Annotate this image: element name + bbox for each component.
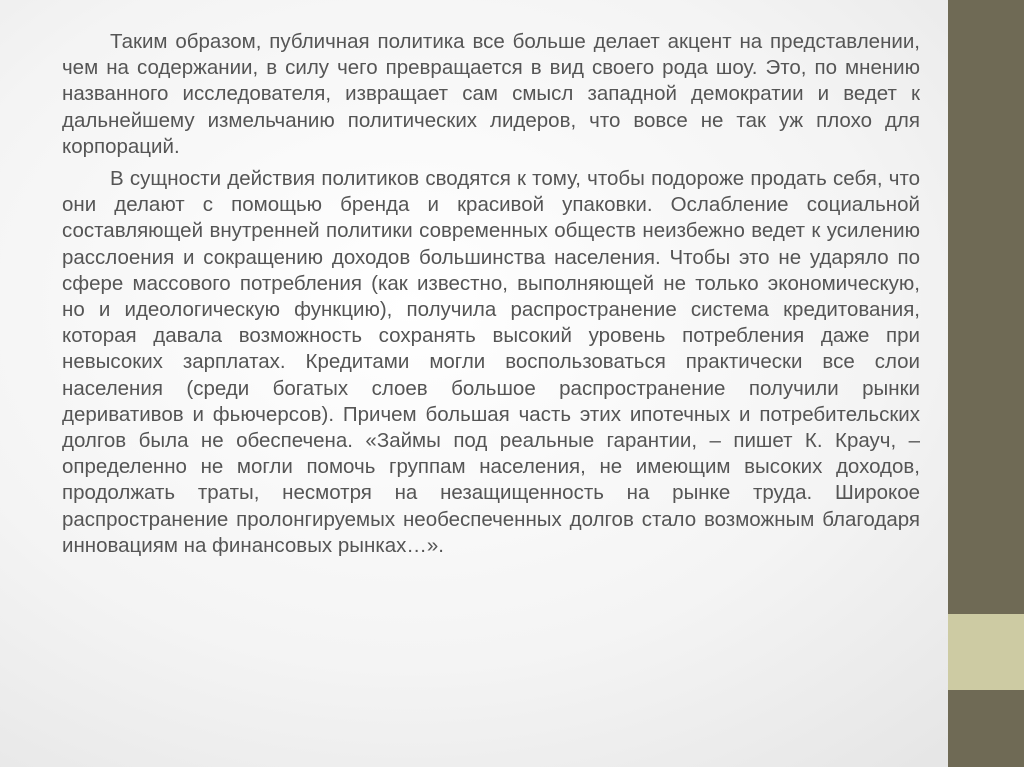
- text-block: [62, 29, 920, 565]
- paragraph-1: Таким образом, публичная политика все больше делает акцент на представлении, чем на содержании, в силу чего превращается в вид своего рода шоу. Это, по мнению названного исследователя, извращает сам смысл западной демократии и ведет к дальнейшему измельчанию политических лидеров, что вовсе не так уж плохо для корпораций.: [62, 30, 920, 158]
- sidebar-accent-square: [948, 614, 1024, 690]
- paragraph-2: В сущности действия политиков сводятся к тому, чтобы подороже продать себя, что они делают с помощью бренда и красивой упаковки. Ослабление социальной составляющей внутренней политики современных обществ неизбежно ведет к усилению расслоения и сокращению доходов большинства населения. Чтобы это не ударяло по сфере массового потребления (как известно, выполняющей не только экономическую, но и идеологическую функцию), получила распространение система кредитования, которая давала возможность сохранять высокий уровень потребления даже при невысоких зарплатах. Кредитами могли воспользоваться практически все слои населения (среди богатых слоев большое распространение получили рынки деривативов и фьючерсов). Причем большая часть этих ипотечных и потребительских долгов была не обеспечена. «Займы под реальные гарантии, – пишет К. Крауч, – определенно не могли помочь группам населения, не имеющим высоких доходов, продолжать траты, несмотря на незащищенность на рынке труда. Широкое распространение пролонгируемых необеспеченных долгов стало возможным благодаря инновациям на финансовых рынках…».: [62, 167, 920, 557]
